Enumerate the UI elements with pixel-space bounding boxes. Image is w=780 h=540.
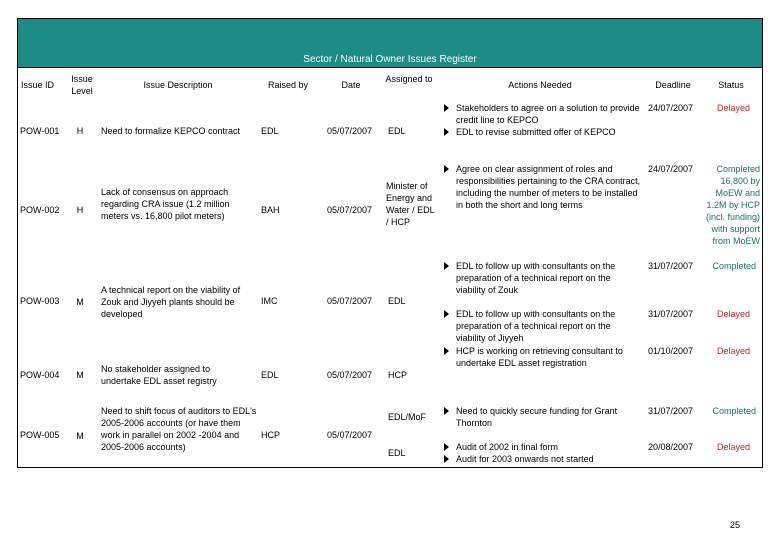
- row5-issue-id: POW-005: [20, 430, 60, 440]
- bullet-triangle-icon: [444, 165, 449, 173]
- row2-action-1: Agree on clear assignment of roles and responsibilities pertaining to the CRA contract, including the number of meters to be installed in both the short and long terms: [444, 163, 644, 211]
- row3-date: 05/07/2007: [327, 296, 373, 306]
- header-assigned-to: Assigned to: [385, 74, 433, 84]
- row1-date: 05/07/2007: [327, 126, 373, 136]
- row4-deadline: 01/10/2007: [648, 346, 694, 356]
- row4-assigned: HCP: [388, 370, 408, 380]
- row5-action-3: Audit for 2003 onwards not started: [444, 453, 642, 465]
- row5-date: 05/07/2007: [327, 430, 373, 440]
- row5-assigned-2: EDL: [388, 448, 406, 458]
- row3-description: A technical report on the viability of Zouk and Jiyyeh plants should be developed: [101, 285, 241, 319]
- row2-issue-id: POW-002: [20, 205, 60, 215]
- row3-deadline-2: 31/07/2007: [648, 309, 694, 319]
- page-number: 25: [730, 520, 741, 530]
- bullet-triangle-icon: [444, 407, 449, 415]
- row2-level: H: [76, 205, 84, 215]
- row1-issue-id: POW-001: [20, 126, 60, 136]
- header-issue-level: Issue Level: [71, 74, 93, 96]
- row5-status-1: Completed: [712, 406, 756, 416]
- header-status: Status: [718, 80, 744, 90]
- row1-level: H: [76, 126, 84, 136]
- row2-deadline: 24/07/2007: [648, 164, 694, 174]
- row3-level: M: [76, 297, 84, 307]
- table-title-bar: [18, 19, 762, 68]
- row4-issue-id: POW-004: [20, 370, 60, 380]
- header-issue-id: Issue ID: [21, 80, 55, 90]
- row3-action-2: EDL to follow up with consultants on the preparation of a technical report on the viability of Jiyyeh: [444, 308, 642, 344]
- row1-deadline: 24/07/2007: [648, 103, 694, 113]
- bullet-triangle-icon: [444, 455, 449, 463]
- row1-status: Delayed: [716, 103, 750, 113]
- row5-deadline-1: 31/07/2007: [648, 406, 694, 416]
- row5-action-1: Need to quickly secure funding for Grant Thornton: [444, 405, 642, 429]
- row4-date: 05/07/2007: [327, 370, 373, 380]
- row4-status: Delayed: [716, 346, 750, 356]
- table-title: Sector / Natural Owner Issues Register: [303, 54, 477, 65]
- row2-date: 05/07/2007: [327, 205, 373, 215]
- row3-assigned: EDL: [388, 296, 406, 306]
- row5-deadline-2: 20/08/2007: [648, 442, 694, 452]
- bullet-triangle-icon: [444, 104, 449, 112]
- row1-action-2: EDL to revise submitted offer of KEPCO: [444, 126, 642, 138]
- row4-description: No stakeholder assigned to undertake EDL asset registry: [101, 364, 217, 386]
- row1-raised-by: EDL: [261, 126, 279, 136]
- row1-action-1: Stakeholders to agree on a solution to provide credit line to KEPCO: [444, 102, 642, 126]
- row3-raised-by: IMC: [261, 296, 278, 306]
- header-raised-by: Raised by: [267, 80, 309, 90]
- row5-description: Need to shift focus of auditors to EDL's 2005-2006 accounts (or have them work in parallel on 2002 -2004 and 2005-2006 accounts): [101, 406, 257, 452]
- header-actions-needed: Actions Needed: [508, 80, 572, 90]
- row5-action-2: Audit of 2002 in final form: [444, 441, 642, 453]
- row2-description: Lack of consensus on approach regarding CRA issue (1.2 million meters vs. 16,800 pilot meters): [101, 187, 230, 221]
- row3-issue-id: POW-003: [20, 296, 60, 306]
- row3-deadline-1: 31/07/2007: [648, 261, 694, 271]
- row4-level: M: [76, 370, 84, 380]
- row2-raised-by: BAH: [261, 205, 280, 215]
- header-issue-description: Issue Description: [143, 80, 213, 90]
- row1-description: Need to formalize KEPCO contract: [101, 126, 241, 136]
- row4-raised-by: EDL: [261, 370, 279, 380]
- row5-status-2: Delayed: [716, 442, 750, 452]
- row5-assigned-1: EDL/MoF: [388, 412, 427, 422]
- row3-action-1: EDL to follow up with consultants on the preparation of a technical report on the viability of Zouk: [444, 260, 642, 296]
- row3-status-2: Delayed: [716, 309, 750, 319]
- header-date: Date: [341, 80, 361, 90]
- bullet-triangle-icon: [444, 310, 449, 318]
- row5-raised-by: HCP: [261, 430, 281, 440]
- row4-action-1: HCP is working on retrieving consultant to undertake EDL asset registration: [444, 345, 642, 369]
- row3-status-1: Completed: [712, 261, 756, 271]
- bullet-triangle-icon: [444, 262, 449, 270]
- bullet-triangle-icon: [444, 347, 449, 355]
- row5-level: M: [76, 431, 84, 441]
- bullet-triangle-icon: [444, 128, 449, 136]
- header-deadline: Deadline: [655, 80, 691, 90]
- bullet-triangle-icon: [444, 443, 449, 451]
- row2-assigned: Minister of Energy and Water / EDL / HCP: [386, 181, 435, 227]
- row1-assigned: EDL: [388, 126, 406, 136]
- row2-status: Completed 16,800 by MoEW and 1.2M by HCP (incl. funding) with support from MoEW: [705, 164, 760, 246]
